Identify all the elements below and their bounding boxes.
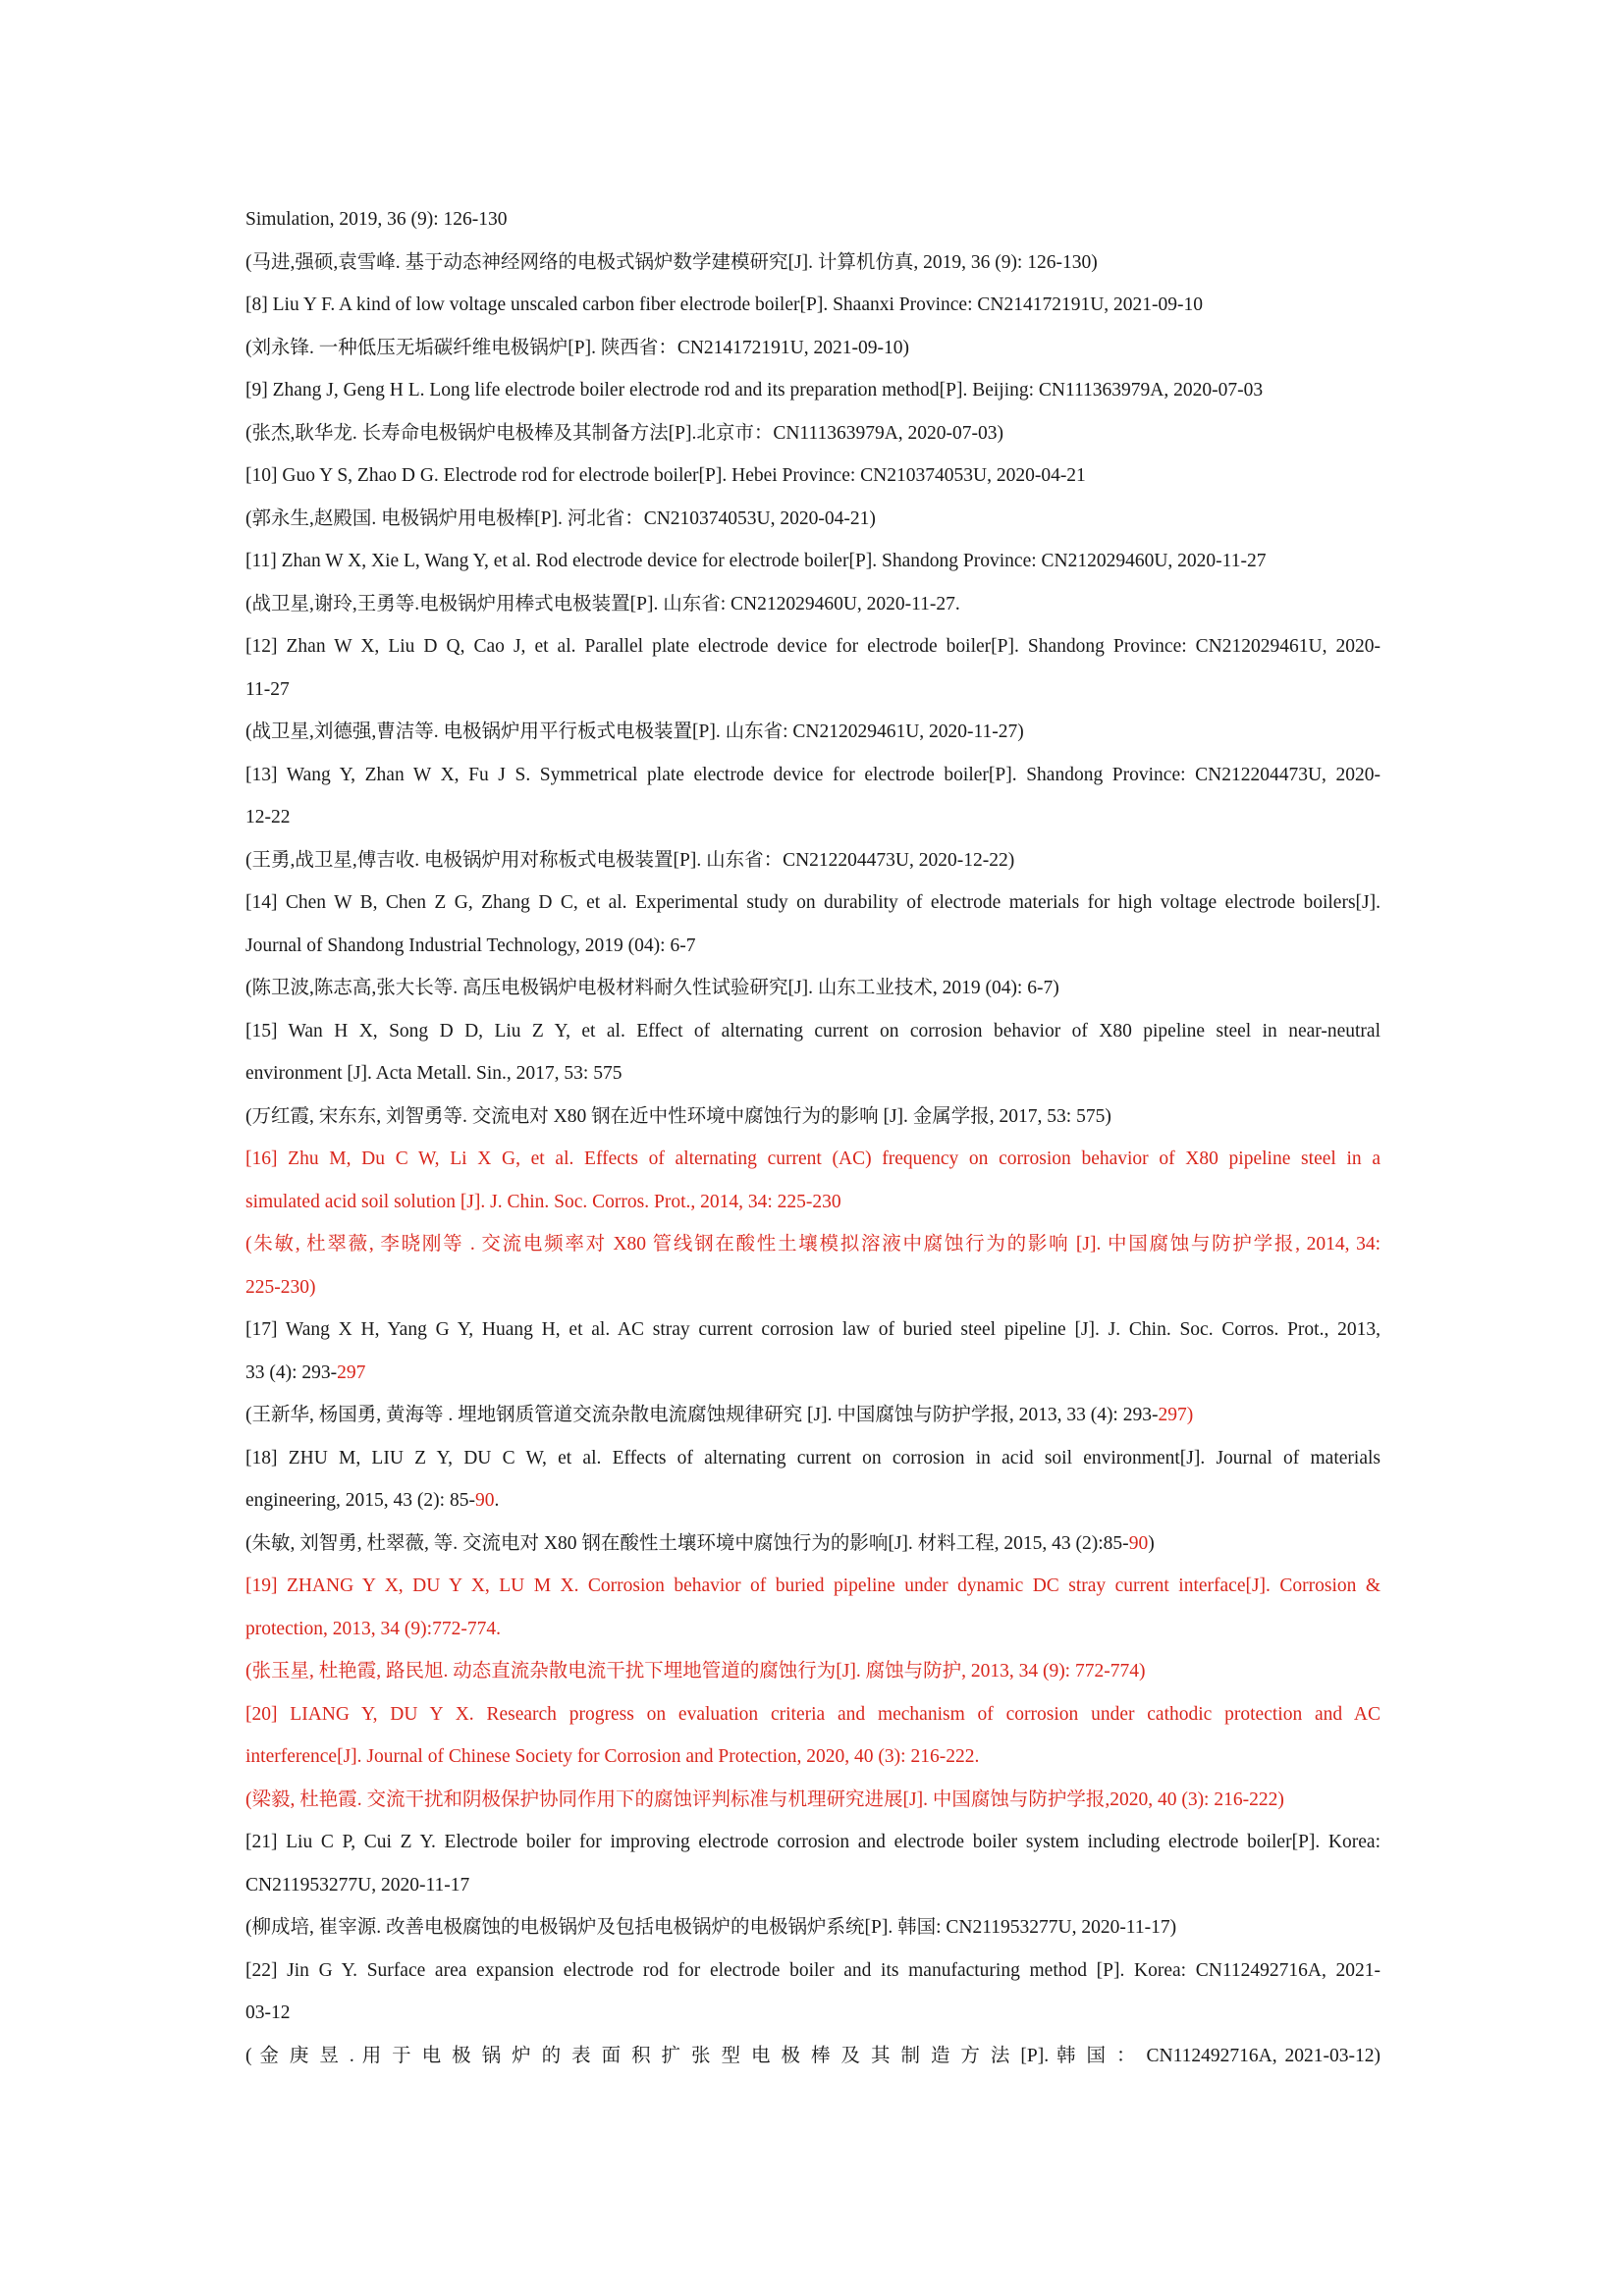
reference-line: [245, 1308, 1380, 1352]
reference-line: [245, 1864, 1380, 1907]
reference-line: [245, 1352, 1380, 1395]
reference-text: [18] ZHU M, LIU Z Y, DU C W, et al. Effects of alternating current on corrosion in acid soil environment[J]. Journal of materials: [245, 1447, 1380, 1468]
reference-text: [14] Chen W B, Chen Z G, Zhang D C, et al. Experimental study on durability of electrode materials for high voltage electrode boilers[J].: [245, 892, 1380, 913]
reference-line: [245, 1181, 1380, 1224]
reference-line: [245, 1437, 1380, 1480]
reference-text: (梁毅, 杜艳霞. 交流干扰和阴极保护协同作用下的腐蚀评判标准与机理研究进展[J]. 中国腐蚀与防护学报,2020, 40 (3): 216-222): [245, 1789, 1284, 1810]
reference-line: [245, 198, 1380, 241]
reference-text: 225-230): [245, 1276, 316, 1298]
reference-line: [245, 711, 1380, 754]
reference-text: [10] Guo Y S, Zhao D G. Electrode rod for electrode boiler[P]. Hebei Province: CN210374053U, 2020-04-21: [245, 465, 1086, 486]
reference-line: [245, 1565, 1380, 1608]
reference-line: [245, 1010, 1380, 1053]
reference-text: (马进,强硕,袁雪峰. 基于动态神经网络的电极式锅炉数学建模研究[J]. 计算机仿真, 2019, 36 (9): 126-130): [245, 251, 1098, 273]
reference-line: [245, 1693, 1380, 1736]
reference-text: engineering, 2015, 43 (2): 85-: [245, 1490, 475, 1511]
reference-red-tail: 90: [474, 1490, 495, 1511]
reference-line: [245, 241, 1380, 285]
reference-text: 33 (4): 293-: [245, 1362, 338, 1383]
reference-red-tail: 297): [1158, 1405, 1194, 1425]
reference-text: [19] ZHANG Y X, DU Y X, LU M X. Corrosion behavior of buried pipeline under dynamic DC stray current interface[J]. Corrosion &: [245, 1575, 1380, 1596]
reference-text: (柳成培, 崔宰源. 改善电极腐蚀的电极锅炉及包括电极锅炉的电极锅炉系统[P]. 韩国: CN211953277U, 2020-11-17): [245, 1917, 1177, 1938]
reference-line: [245, 583, 1380, 626]
reference-line: [245, 1949, 1380, 1993]
reference-text: (王勇,战卫星,傅吉收. 电极锅炉用对称板式电极装置[P]. 山东省：CN212204473U, 2020-12-22): [245, 849, 1015, 871]
reference-text: [21] Liu C P, Cui Z Y. Electrode boiler for improving electrode corrosion and electrode boiler system including electrode boiler[P]. Korea:: [245, 1832, 1380, 1852]
reference-text: [11] Zhan W X, Xie L, Wang Y, et al. Rod electrode device for electrode boiler[P]. Shandong Province: CN212029460U, 2020-11-27: [245, 551, 1267, 571]
reference-text: ( 金 庚 昱 . 用 于 电 极 锅 炉 的 表 面 积 扩 张 型 电 极 棒 及 其 制 造 方 法 [P]. 韩 国 ： CN112492716A, 2021-03-12): [245, 2045, 1380, 2066]
reference-line: [245, 1522, 1380, 1566]
reference-text: 03-12: [245, 2002, 291, 2023]
reference-line: [245, 881, 1380, 925]
reference-red-tail: 297: [337, 1362, 366, 1383]
reference-line: [245, 412, 1380, 455]
reference-line: [245, 284, 1380, 327]
reference-text: [12] Zhan W X, Liu D Q, Cao J, et al. Parallel plate electrode device for electrode boiler[P]. Shandong Province: CN212029461U, 2020-: [245, 636, 1380, 657]
reference-line: [245, 1394, 1380, 1437]
reference-text: environment [J]. Acta Metall. Sin., 2017, 53: 575: [245, 1063, 623, 1084]
reference-tail: .: [494, 1490, 500, 1511]
reference-line: [245, 454, 1380, 498]
reference-text: (朱敏, 杜翠薇, 李晓刚等 . 交流电频率对 X80 管线钢在酸性土壤模拟溶液中腐蚀行为的影响 [J]. 中国腐蚀与防护学报, 2014, 34:: [245, 1234, 1380, 1255]
reference-line: [245, 1138, 1380, 1181]
reference-text: Simulation, 2019, 36 (9): 126-130: [245, 209, 508, 230]
reference-line: [245, 327, 1380, 370]
reference-text: interference[J]. Journal of Chinese Society for Corrosion and Protection, 2020, 40 (3): 216-222.: [245, 1746, 980, 1767]
reference-red-tail: 90: [1128, 1532, 1149, 1554]
reference-list: [245, 198, 1380, 2077]
reference-text: CN211953277U, 2020-11-17: [245, 1874, 470, 1896]
reference-text: (战卫星,刘德强,曹洁等. 电极锅炉用平行板式电极装置[P]. 山东省: CN212029461U, 2020-11-27): [245, 721, 1024, 742]
reference-text: protection, 2013, 34 (9):772-774.: [245, 1618, 501, 1639]
reference-text: [20] LIANG Y, DU Y X. Research progress on evaluation criteria and mechanism of corrosion under cathodic protection and AC: [245, 1703, 1380, 1725]
reference-text: [9] Zhang J, Geng H L. Long life electrode boiler electrode rod and its preparation method[P]. Beijing: CN111363979A, 2020-07-03: [245, 380, 1264, 400]
reference-tail: ): [1148, 1532, 1155, 1554]
reference-text: 11-27: [245, 678, 290, 700]
reference-line: [245, 369, 1380, 412]
reference-text: simulated acid soil solution [J]. J. Chin. Soc. Corros. Prot., 2014, 34: 225-230: [245, 1191, 841, 1212]
reference-line: [245, 1735, 1380, 1779]
reference-line: [245, 925, 1380, 968]
reference-text: [13] Wang Y, Zhan W X, Fu J S. Symmetrical plate electrode device for electrode boiler[P]. Shandong Province: CN212204473U, 2020-: [245, 764, 1380, 785]
reference-line: [245, 796, 1380, 839]
reference-line: [245, 967, 1380, 1010]
reference-text: (战卫星,谢玲,王勇等.电极锅炉用棒式电极装置[P]. 山东省: CN212029460U, 2020-11-27.: [245, 593, 960, 614]
reference-line: [245, 1479, 1380, 1522]
reference-text: [16] Zhu M, Du C W, Li X G, et al. Effects of alternating current (AC) frequency on corrosion behavior of X80 pipeline steel in a: [245, 1148, 1380, 1169]
reference-line: [245, 1650, 1380, 1693]
reference-line: [245, 498, 1380, 541]
reference-line: [245, 540, 1380, 583]
reference-text: (万红霞, 宋东东, 刘智勇等. 交流电对 X80 钢在近中性环境中腐蚀行为的影响 [J]. 金属学报, 2017, 53: 575): [245, 1105, 1111, 1127]
reference-text: [17] Wang X H, Yang G Y, Huang H, et al. AC stray current corrosion law of buried steel pipeline [J]. J. Chin. Soc. Corros. Prot., 2013,: [245, 1319, 1380, 1340]
reference-text: (刘永锋. 一种低压无垢碳纤维电极锅炉[P]. 陕西省：CN214172191U, 2021-09-10): [245, 337, 909, 358]
reference-line: [245, 1992, 1380, 2035]
reference-text: Journal of Shandong Industrial Technology, 2019 (04): 6-7: [245, 934, 696, 956]
reference-text: (郭永生,赵殿国. 电极锅炉用电极棒[P]. 河北省：CN210374053U, 2020-04-21): [245, 507, 876, 529]
reference-text: [15] Wan H X, Song D D, Liu Z Y, et al. Effect of alternating current on corrosion behavior of X80 pipeline steel in near-neutral: [245, 1020, 1380, 1041]
reference-text: (张玉星, 杜艳霞, 路民旭. 动态直流杂散电流干扰下埋地管道的腐蚀行为[J]. 腐蚀与防护, 2013, 34 (9): 772-774): [245, 1661, 1146, 1682]
reference-text: (张杰,耿华龙. 长寿命电极锅炉电极棒及其制备方法[P].北京市：CN111363979A, 2020-07-03): [245, 422, 1004, 444]
reference-line: [245, 1266, 1380, 1309]
reference-text: (王新华, 杨国勇, 黄海等 . 埋地钢质管道交流杂散电流腐蚀规律研究 [J]. 中国腐蚀与防护学报, 2013, 33 (4): 293-: [245, 1405, 1159, 1425]
reference-line: [245, 1608, 1380, 1651]
reference-line: [245, 839, 1380, 882]
reference-line: [245, 1779, 1380, 1822]
reference-line: [245, 1906, 1380, 1949]
reference-text: 12-22: [245, 807, 291, 828]
reference-text: (朱敏, 刘智勇, 杜翠薇, 等. 交流电对 X80 钢在酸性土壤环境中腐蚀行为的影响[J]. 材料工程, 2015, 43 (2):85-: [245, 1532, 1129, 1554]
reference-line: [245, 1052, 1380, 1095]
reference-line: [245, 1223, 1380, 1266]
reference-line: [245, 1821, 1380, 1864]
reference-line: [245, 625, 1380, 668]
reference-text: [8] Liu Y F. A kind of low voltage unscaled carbon fiber electrode boiler[P]. Shaanxi Province: CN214172191U, 2021-09-10: [245, 294, 1204, 315]
reference-text: [22] Jin G Y. Surface area expansion electrode rod for electrode boiler and its manufacturing method [P]. Korea: CN112492716A, 2021-: [245, 1959, 1380, 1981]
reference-line: [245, 1095, 1380, 1139]
reference-line: [245, 2035, 1380, 2078]
reference-text: (陈卫波,陈志高,张大长等. 高压电极锅炉电极材料耐久性试验研究[J]. 山东工业技术, 2019 (04): 6-7): [245, 978, 1059, 998]
reference-line: [245, 754, 1380, 797]
reference-line: [245, 668, 1380, 712]
